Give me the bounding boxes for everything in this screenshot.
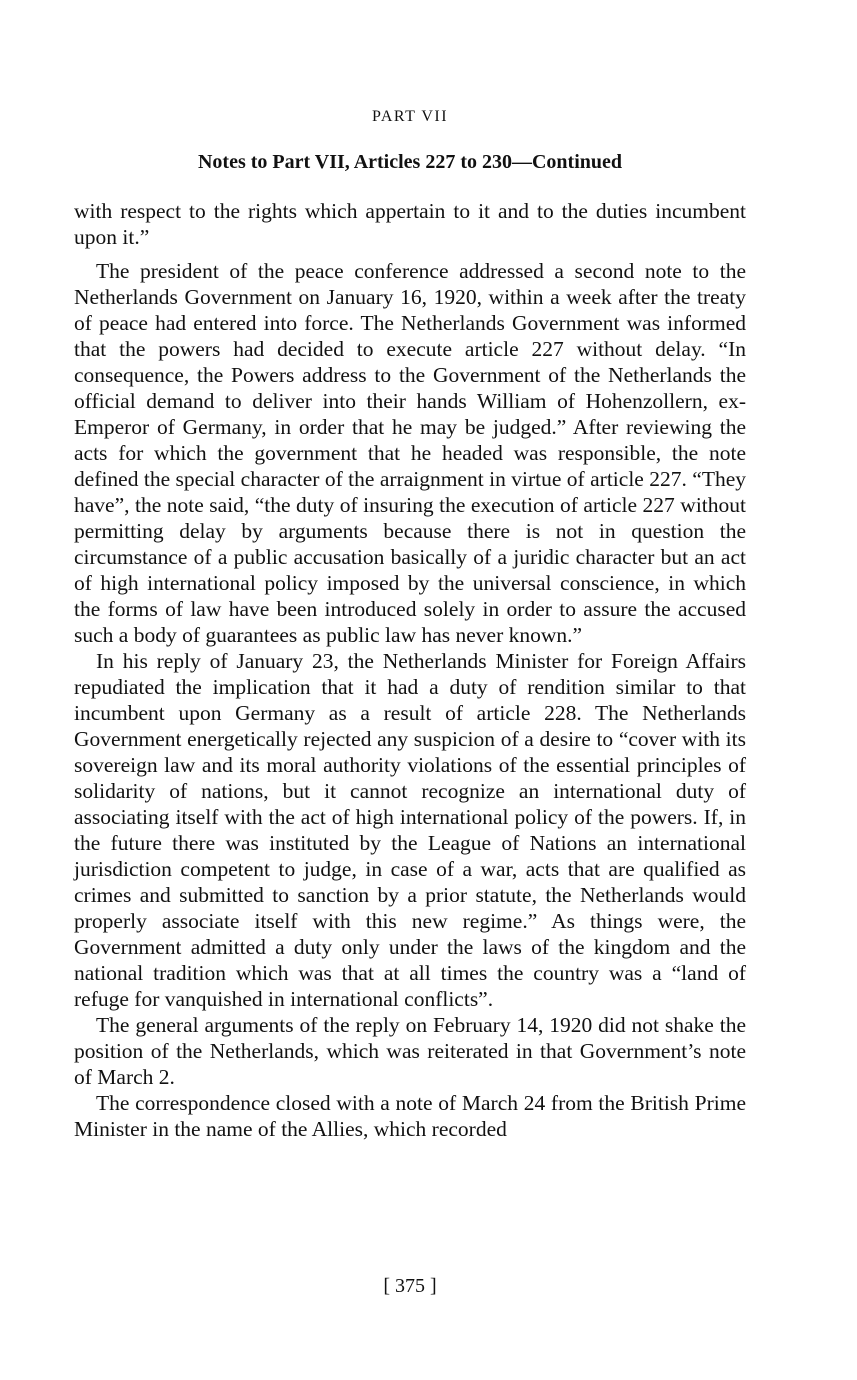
paragraph-correspondence-closed: The correspondence closed with a note of March 24 from the British Prime Minister in the name of the Allies, which recorded bbox=[74, 1091, 746, 1141]
paragraph-general-arguments: The general arguments of the reply on February 14, 1920 did not shake the position of the Netherlands, which was reiterated in that Government’s note of March 2. bbox=[74, 1013, 746, 1089]
paragraph-second-note: The president of the peace conference addressed a second note to the Netherlands Government on January 16, 1920, within a week after the treaty of peace had entered into force. The Netherlands Government was informed that the powers had decided to execute article 227 without delay. “In consequence, the Powers address to the Government of the Netherlands the official demand to deliver into their hands William of Hohenzollern, ex-Emperor of Germany, in order that he may be judged.” After reviewing the acts for which the government that he headed was responsible, the note defined the special character of the arraignment in virtue of article 227. “They have”, the note said, “the duty of insuring the execution of article 227 without permitting delay by arguments because there is not in question the circumstance of a public accusation basically of a juridic character but an act of high international policy imposed by the universal conscience, in which the forms of law have been introduced solely in order to assure the accused such a body of guarantees as public law has never known.” bbox=[74, 259, 746, 647]
section-heading: Notes to Part VII, Articles 227 to 230—Continued bbox=[197, 151, 623, 173]
body-text bbox=[74, 198, 746, 1142]
running-head: PART VII bbox=[371, 108, 449, 125]
paragraph-netherlands-reply: In his reply of January 23, the Netherlands Minister for Foreign Affairs repudiated the implication that it had a duty of rendition similar to that incumbent upon Germany as a result of article 228. The Netherlands Government energetically rejected any suspicion of a desire to “cover with its sovereign law and its moral authority violations of the essential principles of solidarity of nations, but it cannot recognize an international duty of associating itself with the act of high international policy of the powers. If, in the future there was instituted by the League of Nations an international jurisdiction competent to judge, in case of a war, acts that are qualified as crimes and submitted to sanction by a prior statute, the Netherlands would properly associate itself with this new regime.” As things were, the Government admitted a duty only under the laws of the kingdom and the national tradition which was that at all times the country was a “land of refuge for vanquished in international conflicts”. bbox=[74, 649, 746, 1011]
document-page bbox=[74, 0, 746, 1380]
paragraph-continuation: with respect to the rights which appertain to it and to the duties incumbent upon it.” bbox=[74, 199, 746, 249]
page-number: [ 375 ] bbox=[383, 1275, 437, 1297]
